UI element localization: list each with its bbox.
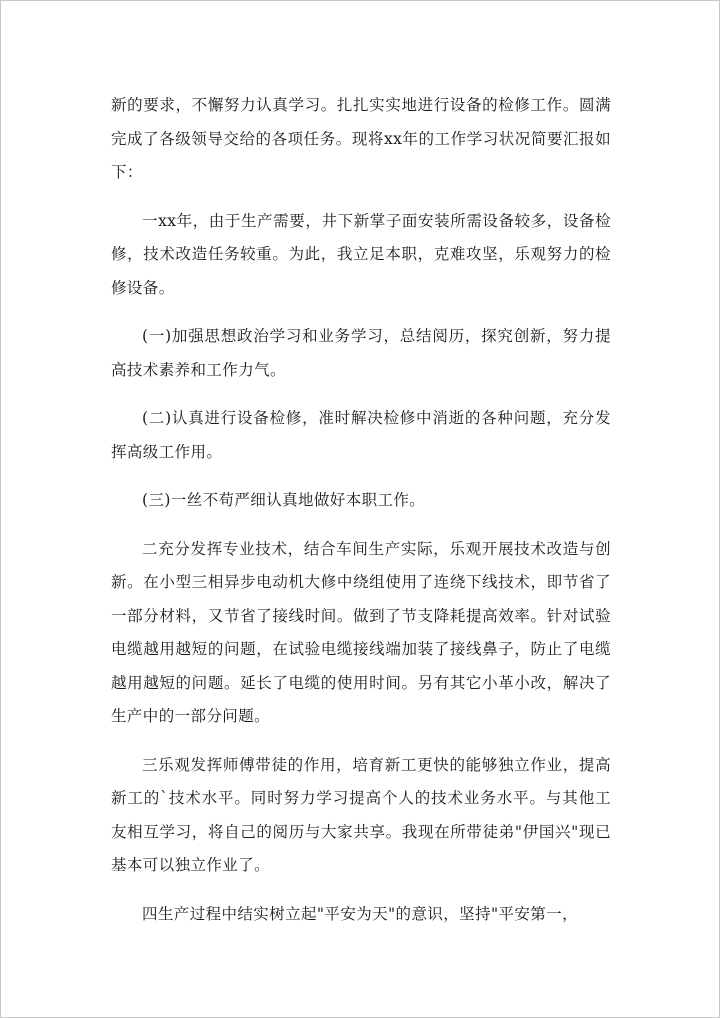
paragraph-1: 新的要求，不懈努力认真学习。扎扎实实地进行设备的检修工作。圆满完成了各级领导交给的各项任务。现将xx年的工作学习状况简要汇报如下： [111, 96, 611, 181]
document-body [111, 89, 611, 946]
paragraph-3: (一)加强思想政治学习和业务学习，总结阅历，探究创新，努力提高技术素养和工作力气。 [111, 327, 611, 379]
paragraph-5: (三)一丝不苟严细认真地做好本职工作。 [142, 491, 426, 509]
paragraph-7: 三乐观发挥师傅带徒的作用，培育新工更快的能够独立作业，提高新工的`技术水平。同时努力学习提高个人的技术业务水平。与其他工友相互学习，将自己的阅历与大家共享。我现在所带徒弟"伊国兴"现已基本可以独立作业了。 [111, 755, 611, 874]
paragraph-4: (二)认真进行设备检修，准时解决检修中消逝的各种问题，充分发挥高级工作用。 [111, 409, 611, 461]
paragraph-6: 二充分发挥专业技术，结合车间生产实际，乐观开展技术改造与创新。在小型三相异步电动机大修中绕组使用了连绕下线技术，即节省了一部分材料，又节省了接线时间。做到了节支降耗提高效率。针对试验电缆越用越短的问题，在试验电缆接线端加装了接线鼻子，防止了电缆越用越短的问题。延长了电缆的使用时间。另有其它小革小改，解决了生产中的一部分问题。 [111, 539, 611, 725]
paragraph-8: 四生产过程中结实树立起"平安为天"的意识，坚持"平安第一， [142, 904, 578, 923]
paragraph-2: 一xx年，由于生产需要，井下新掌子面安装所需设备较多，设备检修，技术改造任务较重。为此，我立足本职，克难攻坚，乐观努力的检修设备。 [111, 211, 611, 297]
